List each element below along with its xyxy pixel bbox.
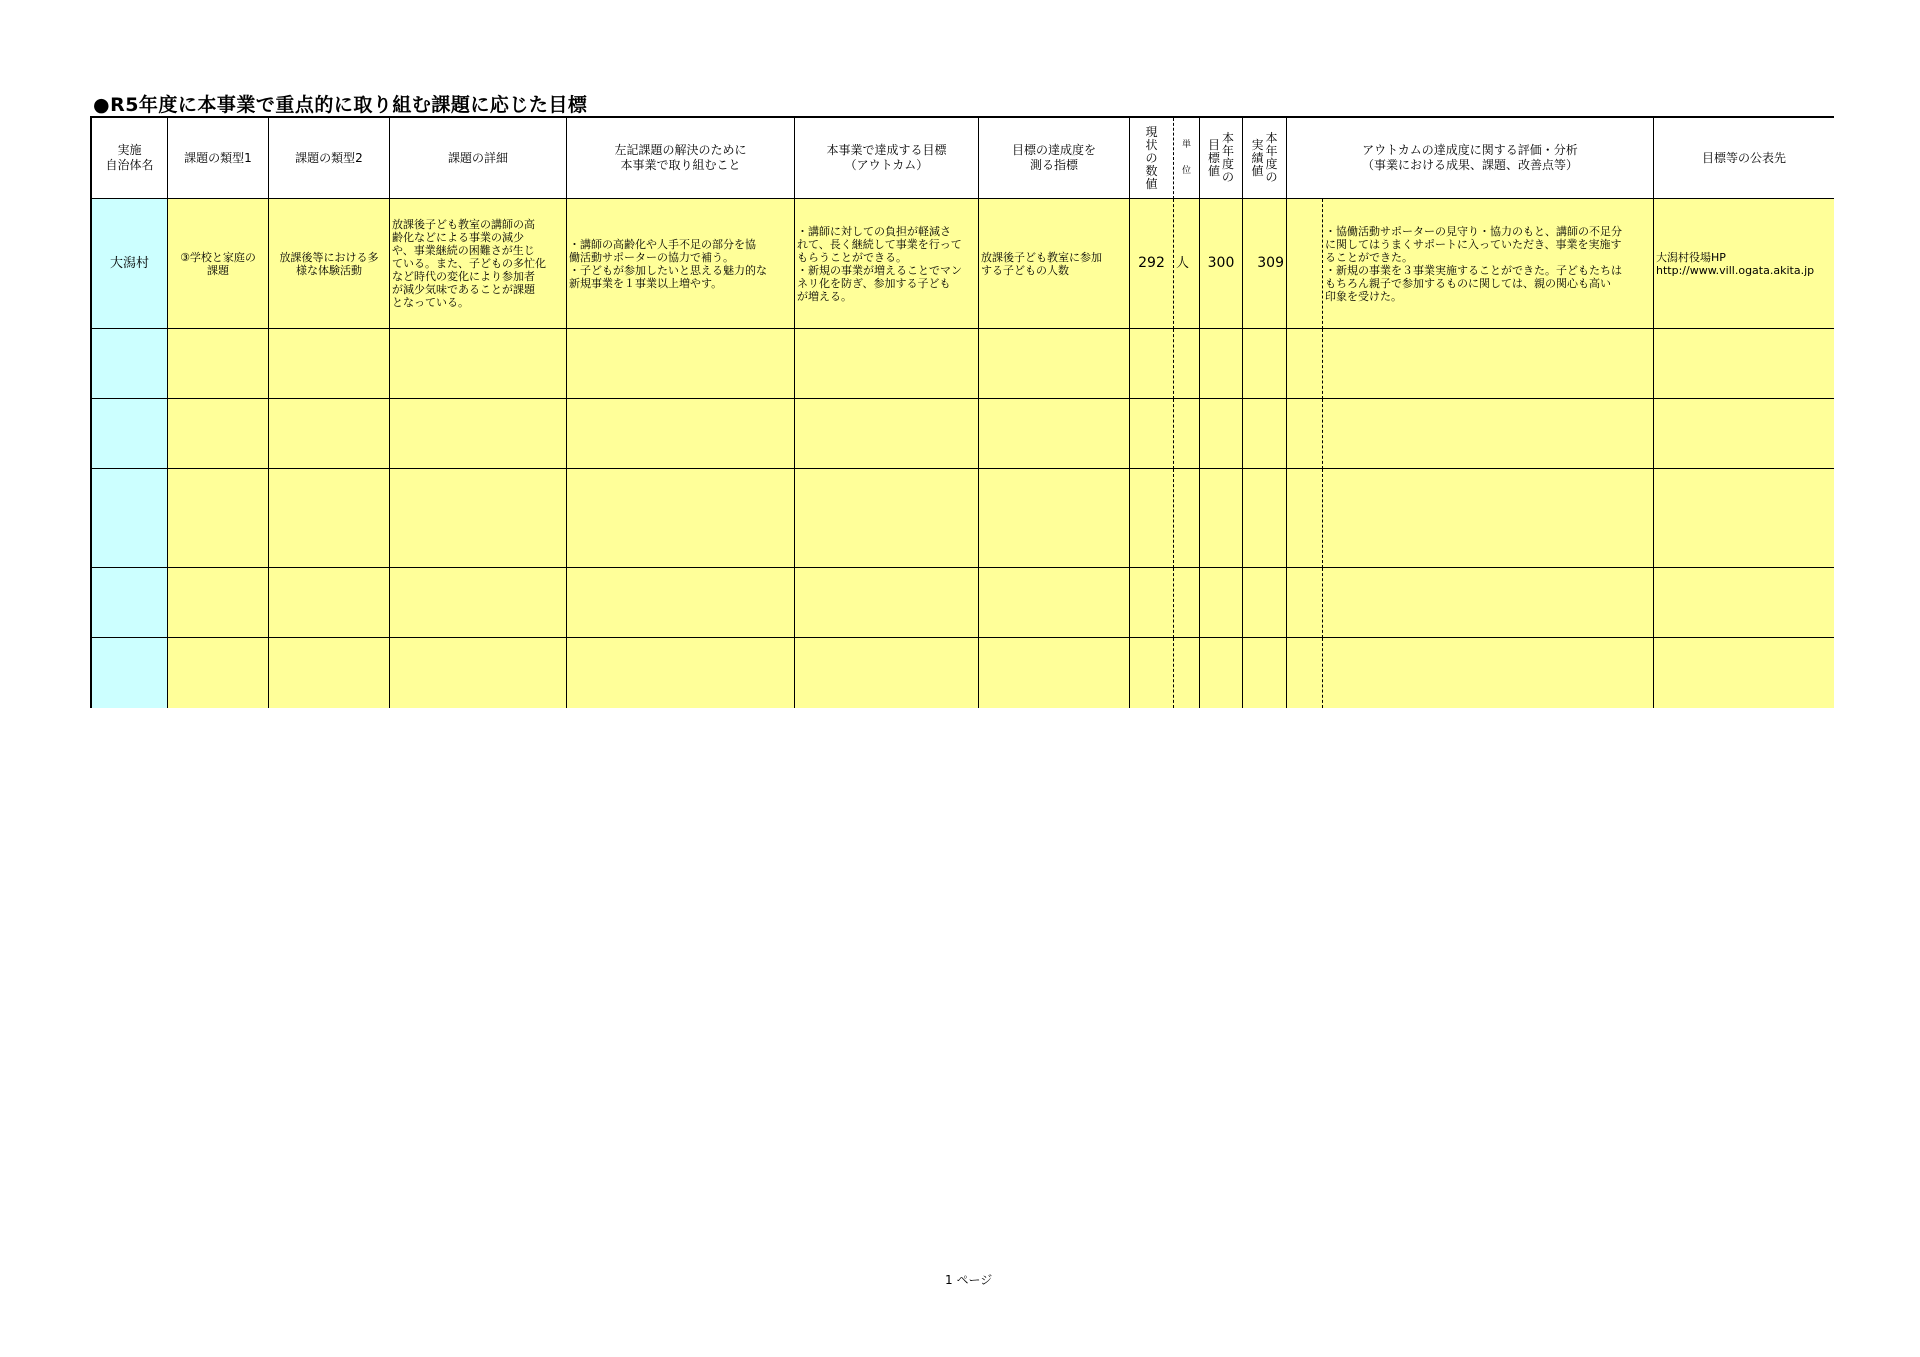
header-type2: 課題の類型2	[269, 118, 390, 199]
header-actual-value	[1243, 118, 1287, 199]
empty-cell	[1200, 399, 1243, 469]
header-current-value: 現 状 の 数 値	[1130, 118, 1174, 199]
empty-cell	[1243, 469, 1287, 568]
empty-cell	[567, 568, 795, 638]
cell-publication: 大潟村役場HP http://www.vill.ogata.akita.jp	[1654, 199, 1834, 329]
empty-cell	[1130, 469, 1174, 568]
cell-target-value: 300	[1200, 199, 1243, 329]
empty-cell	[1174, 469, 1200, 568]
empty-cell	[979, 568, 1130, 638]
cell-evaluation-spacer	[1287, 199, 1323, 329]
empty-cell	[1287, 329, 1323, 399]
empty-cell	[795, 329, 979, 399]
page-number: 1 ページ	[945, 1273, 993, 1287]
empty-cell	[1130, 329, 1174, 399]
empty-cell	[1174, 568, 1200, 638]
header-target-value	[1200, 118, 1243, 199]
empty-cell	[269, 568, 390, 638]
cell-indicator: 放課後子ども教室に参加 する子どもの人数	[979, 199, 1130, 329]
empty-cell	[269, 638, 390, 708]
empty-cell	[1323, 329, 1654, 399]
empty-cell	[1200, 638, 1243, 708]
empty-cell	[979, 638, 1130, 708]
empty-cell	[979, 329, 1130, 399]
empty-cell	[1174, 638, 1200, 708]
empty-cell	[1243, 568, 1287, 638]
header-target-label: 目 標 値	[1207, 137, 1220, 178]
empty-cell	[1130, 568, 1174, 638]
empty-cell	[390, 329, 567, 399]
empty-cell	[168, 399, 269, 469]
empty-cell	[168, 568, 269, 638]
empty-cell	[1174, 329, 1200, 399]
header-unit: 単 位	[1174, 118, 1200, 199]
empty-cell	[795, 399, 979, 469]
empty-cell	[1654, 638, 1834, 708]
empty-cell	[1654, 329, 1834, 399]
empty-cell	[795, 568, 979, 638]
empty-cell	[92, 469, 168, 568]
header-actual-prefix: 本 年 度 の	[1265, 131, 1278, 184]
empty-cell	[1200, 329, 1243, 399]
empty-cell	[92, 638, 168, 708]
cell-initiative: ・講師の高齢化や人手不足の部分を協 働活動サポーターの協力で補う。 ・子どもが参加したいと思える魅力的な 新規事業を１事業以上増やす。	[567, 199, 795, 329]
header-publication: 目標等の公表先	[1654, 118, 1834, 199]
header-target-prefix: 本 年 度 の	[1222, 131, 1235, 184]
empty-cell	[1287, 469, 1323, 568]
cell-municipality: 大潟村	[92, 199, 168, 329]
header-evaluation: アウトカムの達成度に関する評価・分析 （事業における成果、課題、改善点等）	[1287, 118, 1654, 199]
header-outcome: 本事業で達成する目標 （アウトカム）	[795, 118, 979, 199]
cell-detail: 放課後子ども教室の講師の高 齢化などによる事業の減少 や、事業継続の困難さが生じ ている。また、子どもの多忙化 など時代の変化により参加者 が減少気味であることが課題 となっている。	[390, 199, 567, 329]
empty-cell	[567, 329, 795, 399]
empty-cell	[1323, 399, 1654, 469]
empty-cell	[1243, 399, 1287, 469]
empty-cell	[269, 329, 390, 399]
empty-cell	[567, 469, 795, 568]
empty-cell	[92, 568, 168, 638]
empty-cell	[1130, 399, 1174, 469]
empty-cell	[269, 399, 390, 469]
empty-cell	[1287, 568, 1323, 638]
empty-cell	[1130, 638, 1174, 708]
empty-cell	[567, 399, 795, 469]
empty-cell	[979, 469, 1130, 568]
empty-cell	[1323, 469, 1654, 568]
empty-cell	[1243, 638, 1287, 708]
cell-actual-value: 309	[1243, 199, 1287, 329]
empty-cell	[1200, 469, 1243, 568]
empty-cell	[795, 469, 979, 568]
empty-cell	[1287, 399, 1323, 469]
empty-cell	[1287, 638, 1323, 708]
empty-cell	[269, 469, 390, 568]
empty-cell	[1654, 399, 1834, 469]
cell-outcome: ・講師に対しての負担が軽減さ れて、長く継続して事業を行って もらうことができる。 ・新規の事業が増えることでマン ネリ化を防ぎ、参加する子ども が増える。	[795, 199, 979, 329]
empty-cell	[567, 638, 795, 708]
empty-cell	[92, 399, 168, 469]
empty-cell	[1174, 399, 1200, 469]
page-title: ●R5年度に本事業で重点的に取り組む課題に応じた目標	[93, 94, 588, 116]
empty-cell	[1243, 329, 1287, 399]
empty-cell	[168, 469, 269, 568]
cell-unit: 人	[1174, 199, 1200, 329]
empty-cell	[979, 399, 1130, 469]
empty-cell	[168, 638, 269, 708]
header-detail: 課題の詳細	[390, 118, 567, 199]
header-type1: 課題の類型1	[168, 118, 269, 199]
goals-table	[90, 116, 1834, 708]
empty-cell	[1654, 568, 1834, 638]
cell-type2: 放課後等における多 様な体験活動	[269, 199, 390, 329]
cell-current-value: 292	[1130, 199, 1174, 329]
empty-cell	[390, 469, 567, 568]
empty-cell	[390, 638, 567, 708]
header-indicator: 目標の達成度を 測る指標	[979, 118, 1130, 199]
empty-cell	[1654, 469, 1834, 568]
empty-cell	[1323, 568, 1654, 638]
empty-cell	[1200, 568, 1243, 638]
cell-evaluation: ・協働活動サポーターの見守り・協力のもと、講師の不足分 に関してはうまくサポートに入っていただき、事業を実施す ることができた。 ・新規の事業を３事業実施することができた。子どもたちは もちろん親子で参加するものに関しては、親の関心も高い 印象を受けた。	[1323, 199, 1654, 329]
header-initiative: 左記課題の解決のために 本事業で取り組むこと	[567, 118, 795, 199]
empty-cell	[1323, 638, 1654, 708]
header-municipality: 実施 自治体名	[92, 118, 168, 199]
cell-type1: ③学校と家庭の 課題	[168, 199, 269, 329]
header-actual-label: 実 績 値	[1251, 137, 1264, 178]
empty-cell	[390, 568, 567, 638]
empty-cell	[390, 399, 567, 469]
empty-cell	[168, 329, 269, 399]
empty-cell	[92, 329, 168, 399]
empty-cell	[795, 638, 979, 708]
